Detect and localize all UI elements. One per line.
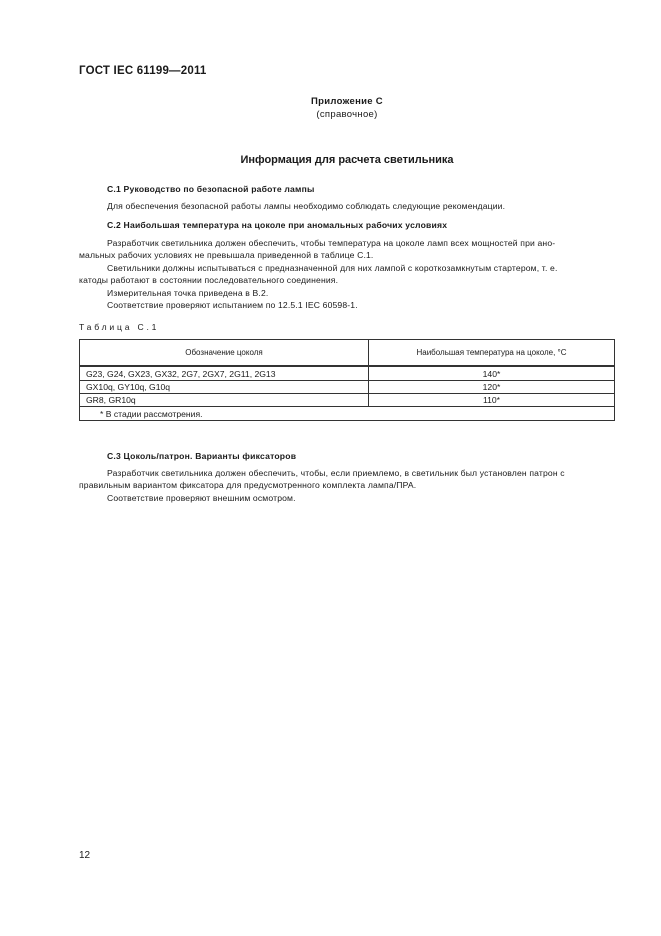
table-cell: 110* [369, 394, 615, 407]
document-header: ГОСТ IEC 61199—2011 [79, 65, 207, 77]
table-cell: GX10q, GY10q, G10q [80, 381, 369, 394]
table-row [80, 381, 615, 394]
table-cell: G23, G24, GX23, GX32, 2G7, 2GX7, 2G11, 2G13 [80, 366, 369, 381]
table-footnote: * В стадии рассмотрения. [80, 407, 615, 421]
section-c2-line: Соответствие проверяют испытанием по 12.5.1 IEC 60598-1. [107, 300, 358, 310]
section-c2-line: Светильники должны испытываться с предназначенной для них лампой с короткозамкнутым стартером, т. е. [107, 263, 558, 273]
section-c1-paragraph: Для обеспечения безопасной работы лампы необходимо соблюдать следующие рекомендации. [107, 201, 506, 211]
section-c2-line: мальных рабочих условиях не превышала приведенной в таблице С.1. [79, 250, 374, 260]
section-c2-line: катоды работают в состоянии последовательного соединения. [79, 275, 339, 285]
table-footnote-row [80, 407, 615, 421]
section-c2-line: Разработчик светильника должен обеспечить, чтобы температура на цоколе ламп всех мощностей при ано- [107, 238, 556, 248]
annex-type: (справочное) [316, 109, 378, 120]
table-cell: GR8, GR10q [80, 394, 369, 407]
table-row [80, 366, 615, 381]
section-c3-title: С.3 Цоколь/патрон. Варианты фиксаторов [107, 451, 297, 461]
main-title: Информация для расчета светильника [240, 154, 454, 166]
section-c3-line: Соответствие проверяют внешним осмотром. [107, 493, 296, 503]
section-c2-title: С.2 Наибольшая температура на цоколе при аномальных рабочих условиях [107, 220, 448, 230]
table-row [80, 394, 615, 407]
section-c3-line: правильным вариантом фиксатора для предусмотренного комплекта лампа/ПРА. [79, 480, 417, 490]
temperature-table [79, 339, 615, 421]
annex-title: Приложение С [311, 96, 383, 107]
section-c2-line: Измерительная точка приведена в В.2. [107, 288, 269, 298]
table-cell: 120* [369, 381, 615, 394]
section-c1-title: С.1 Руководство по безопасной работе лампы [107, 184, 315, 194]
page-number: 12 [79, 850, 91, 861]
table-header: Наибольшая температура на цоколе, °С [369, 340, 615, 367]
table-cell: 140* [369, 366, 615, 381]
section-c3-line: Разработчик светильника должен обеспечить, чтобы, если приемлемо, в светильник был установлен патрон с [107, 468, 565, 478]
table-header: Обозначение цоколя [80, 340, 369, 367]
table-caption: Таблица С.1 [79, 322, 160, 332]
